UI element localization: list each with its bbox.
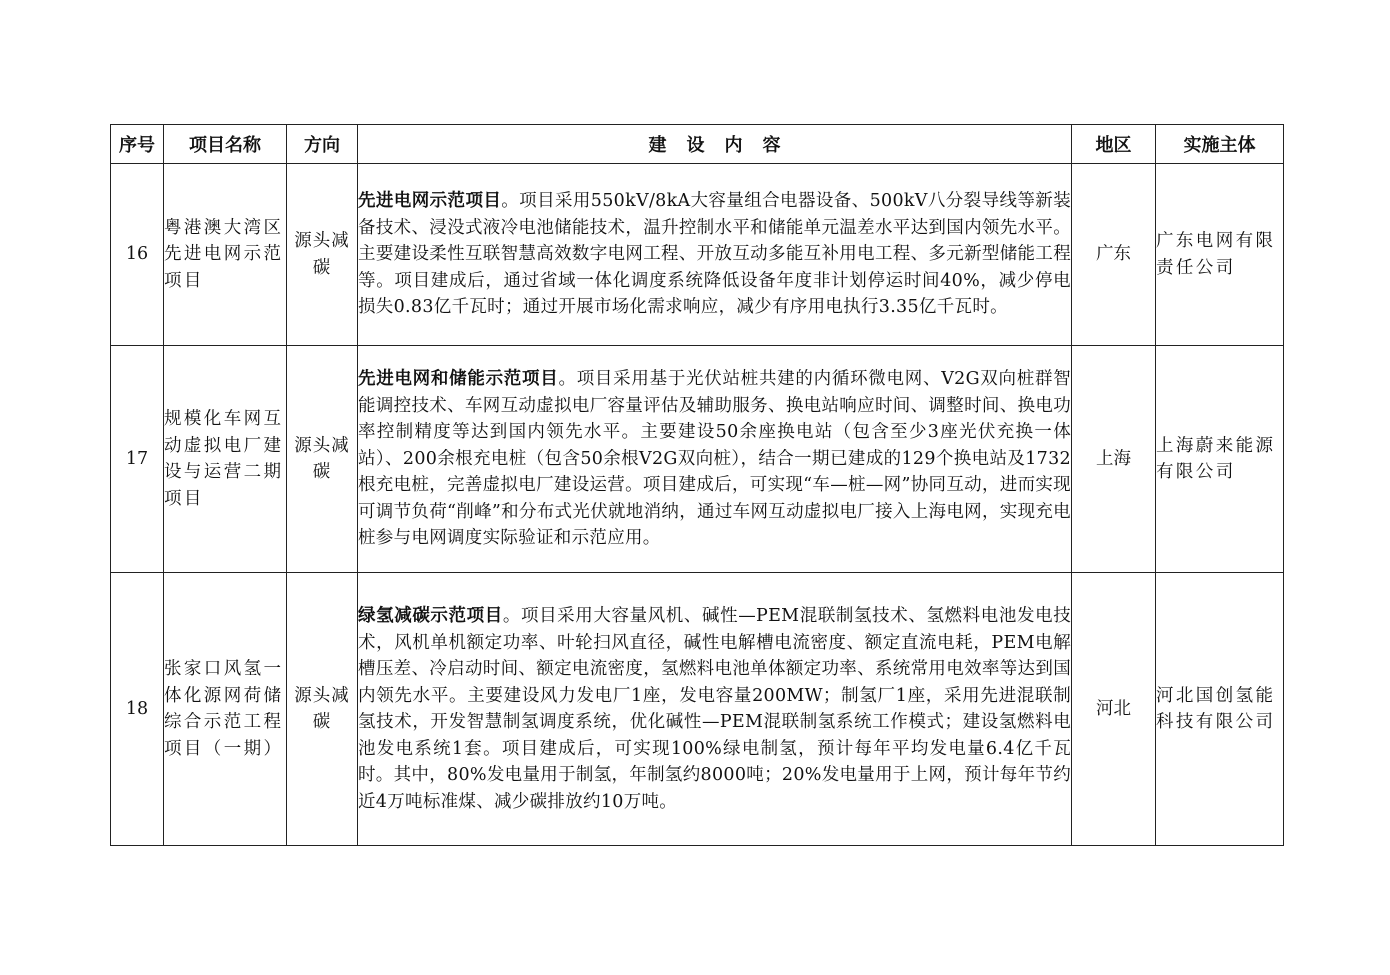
- row-seq: 18: [111, 573, 164, 846]
- row-org: 上海蔚来能源有限公司: [1156, 346, 1284, 573]
- row-content-lead: 先进电网示范项目: [358, 191, 502, 212]
- row-project-name: 粤港澳大湾区先进电网示范项目: [164, 164, 287, 346]
- projects-table: [110, 124, 1284, 846]
- header-content: 建设内容: [358, 125, 1072, 164]
- row-project-name: 张家口风氢一体化源网荷储综合示范工程项目（一期）: [164, 573, 287, 846]
- row-content-body: 。项目采用大容量风机、碱性—PEM混联制氢技术、氢燃料电池发电技术，风机单机额定功率、叶轮扫风直径，碱性电解槽电流密度、额定直流电耗，PEM电解槽压差、冷启动时间、额定电流密度，氢燃料电池单体额定功率、系统常用电效率等达到国内领先水平。主要建设风力发电厂1座，发电容量200MW；制氢厂1座，采用先进混联制氢技术，开发智慧制氢调度系统，优化碱性—PEM混联制氢系统工作模式；建设氢燃料电池发电系统1套。项目建成后，可实现100%绿电制氢，预计每年平均发电量6.4亿千瓦时。其中，80%发电量用于制氢，年制氢约8000吨；20%发电量用于上网，预计每年节约近4万吨标准煤、减少碳排放约10万吨。: [358, 606, 1071, 812]
- header-direction: 方向: [287, 125, 358, 164]
- header-region: 地区: [1072, 125, 1156, 164]
- header-name: 项目名称: [164, 125, 287, 164]
- row-content-body: 。项目采用550kV/8kA大容量组合电器设备、500kV八分裂导线等新装备技术、浸没式液冷电池储能技术，温升控制水平和储能单元温差水平达到国内领先水平。主要建设柔性互联智慧高效数字电网工程、开放互动多能互补用电工程、多元新型储能工程等。项目建成后，通过省域一体化调度系统降低设备年度非计划停运时间40%，减少停电损失0.83亿千瓦时；通过开展市场化需求响应，减少有序用电执行3.35亿千瓦时。: [358, 191, 1071, 318]
- header-seq: 序号: [111, 125, 164, 164]
- row-org: 河北国创氢能科技有限公司: [1156, 573, 1284, 846]
- header-row: [111, 125, 1284, 164]
- row-project-name: 规模化车网互动虚拟电厂建设与运营二期项目: [164, 346, 287, 573]
- row-content-lead: 先进电网和储能示范项目: [358, 369, 559, 390]
- table-row: [111, 164, 1284, 346]
- row-content: [358, 573, 1072, 846]
- row-content-lead: 绿氢减碳示范项目: [358, 606, 503, 626]
- row-region: 上海: [1072, 346, 1156, 573]
- table-row: [111, 573, 1284, 846]
- row-region: 河北: [1072, 573, 1156, 846]
- row-seq: 17: [111, 346, 164, 573]
- row-org: 广东电网有限责任公司: [1156, 164, 1284, 346]
- row-region: 广东: [1072, 164, 1156, 346]
- row-content: [358, 346, 1072, 573]
- header-org: 实施主体: [1156, 125, 1284, 164]
- table-row: [111, 346, 1284, 573]
- row-seq: 16: [111, 164, 164, 346]
- row-direction: 源头减碳: [287, 573, 358, 846]
- row-direction: 源头减碳: [287, 346, 358, 573]
- row-content: [358, 164, 1072, 346]
- row-content-body: 。项目采用基于光伏站桩共建的内循环微电网、V2G双向桩群智能调控技术、车网互动虚拟电厂容量评估及辅助服务、换电站响应时间、调整时间、换电功率控制精度等达到国内领先水平。主要建设50余座换电站（包含至少3座光伏充换一体站）、200余根充电桩（包含50余根V2G双向桩），结合一期已建成的129个换电站及1732根充电桩，完善虚拟电厂建设运营。项目建成后，可实现“车—桩—网”协同互动，进而实现可调节负荷“削峰”和分布式光伏就地消纳，通过车网互动虚拟电厂接入上海电网，实现充电桩参与电网调度实际验证和示范应用。: [358, 369, 1071, 549]
- row-direction: 源头减碳: [287, 164, 358, 346]
